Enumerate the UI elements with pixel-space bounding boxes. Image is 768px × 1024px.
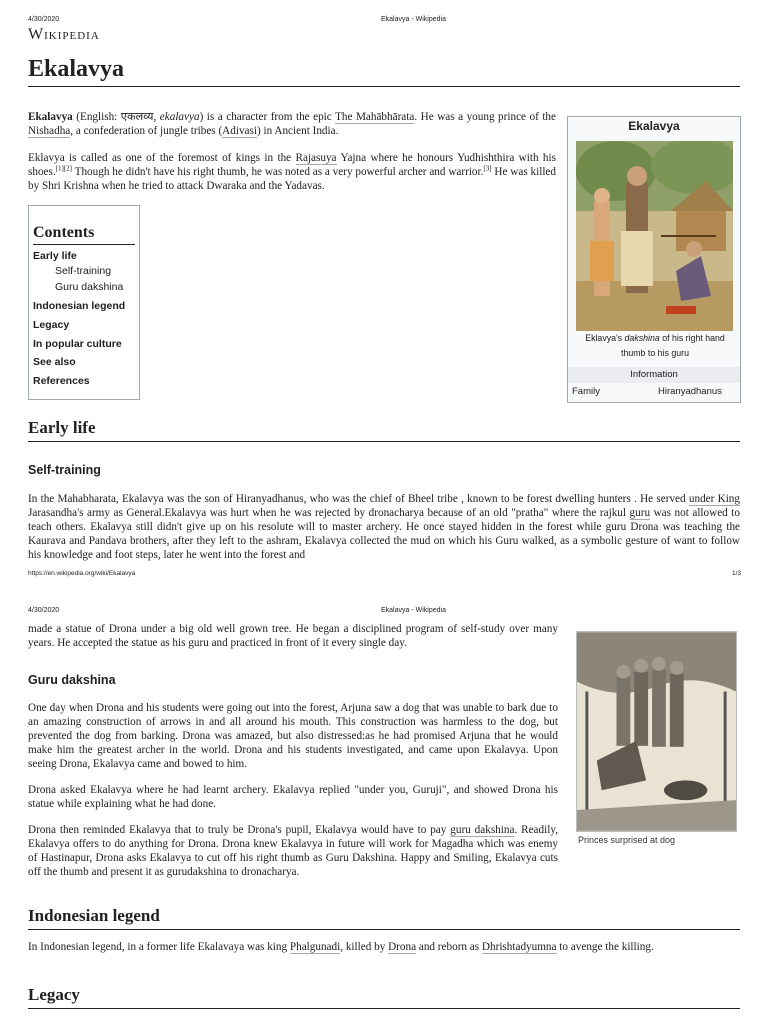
figure-caption: Princes surprised at dog	[578, 835, 676, 845]
toc-item-references[interactable]: References	[33, 375, 90, 388]
intro-paragraph-1: Ekalavya (English: एकलव्य, ekalavya) is a character from the epic The Mahābhārata. He was a young prince of the Nishadha, a confederation of jungle tribes (Adivasi) in Ancient India.	[28, 111, 556, 137]
lead-term: Ekalavya	[28, 111, 73, 123]
heading-early-life: Early life	[28, 418, 96, 437]
family-label: Family	[572, 386, 600, 397]
print-date: 4/30/2020	[28, 16, 60, 23]
link-dhrishtadyumna[interactable]: Dhrishtadyumna	[481, 941, 557, 953]
self-training-paragraph: In the Mahabharata, Ekalavya was the son of Hiranyadhanus, who was the chief of Bheel tribe , known to be forest dwelling hunters . He served under King Jarasandha's army as General.Ekalavya was hurt when he was rejected by dronacharya because of an old "pratha" where the rajkul guru was not allowed to teach others. Ekalavya still didn't give up on his resolute will to master archery. He once stayed hidden in the forest while guru Drona was teaching the Kaurava and Pandava brothers, after they left to the ashram, Ekalavya collected the mud on which his Guru walked, as a symbolic gesture of want to follow his knowledge and foot steps, later he went into the forest and	[28, 493, 740, 561]
intro-paragraph-2: Eklavya is called as one of the foremost of kings in the Rajasuya Yajna where he honours Yudhishthira with his shoes.[1][2] Though he didn't have his right thumb, he was noted as a very powerful archer and warrior.[3] He was killed by Shri Krishna when he tried to attack Dwaraka and the Yadavas.	[28, 152, 556, 192]
guru-paragraph-3: Drona then reminded Ekalavya that to truly be Drona's pupil, Ekalavya would have to pay guru dakshina. Readily, Ekalavya offers to do anything for Drona. Drona knew Ekalavya in future will work for Magadha which was enemy of Hastinapur, Drona asks Ekalavya to cut off his right thumb as Guru Dakshina. Happy and Smiling, Ekalavya cuts off the thumb and present it as gurudakshina to dronacharya.	[28, 824, 558, 878]
heading-self-training: Self-training	[28, 463, 101, 477]
link-adivasi[interactable]: Adivasi	[222, 125, 257, 137]
infobox-title: Ekalavya	[628, 119, 680, 133]
infobox-painting[interactable]	[576, 141, 733, 331]
print-title: Ekalavya - Wikipedia	[381, 16, 446, 23]
footer-page-number: 1/3	[732, 570, 742, 577]
indonesian-legend-paragraph: In Indonesian legend, in a former life Ekalavaya was king Phalgunadi, killed by Drona and reborn as Dhrishtadyumna to avenge the killing.	[28, 941, 654, 953]
title-rule	[28, 86, 740, 87]
link-guru[interactable]: guru	[629, 507, 651, 519]
infobox-caption: Eklavya's dakshina of his right hand thumb to his guru	[585, 333, 725, 358]
family-value[interactable]: Hiranyadhanus	[658, 386, 722, 397]
infobox	[567, 116, 741, 403]
guru-paragraph-1: One day when Drona and his students were going out into the forest, Arjuna saw a dog that was unable to bark due to an amazing construction of arrows in and all around his mouth. This construction was harmless to the dog, but prevented the dog from barking. Drona was amazed, but also distressed:as he had promised Arjuna that he would make him the greatest archer in the world. Drona and his students investigated, and came upon Ekalavya. Upon seeing Drona, Ekalavya came and bowed to him.	[28, 702, 558, 770]
toc-item-indonesian-legend[interactable]: Indonesian legend	[33, 300, 126, 312]
toc-item-legacy[interactable]: Legacy	[33, 318, 70, 331]
princes-surprised-illustration[interactable]	[576, 631, 737, 832]
heading-indonesian-legend: Indonesian legend	[28, 906, 160, 925]
toc-item-guru-dakshina[interactable]: Guru dakshina	[55, 281, 124, 293]
wikipedia-wordmark[interactable]: Wikipedia	[28, 26, 100, 43]
toc-item-popular-culture[interactable]: In popular culture	[33, 337, 122, 350]
link-under-king[interactable]: under King	[688, 493, 740, 505]
guru-paragraph-2: Drona asked Ekalavya where he had learnt archery. Ekalavya replied "under you, Guruji", and showed Drona his statue while explaining what he had done.	[28, 784, 558, 810]
heading-guru-dakshina: Guru dakshina	[28, 673, 116, 687]
legacy-rule	[28, 1008, 740, 1009]
table-of-contents	[28, 205, 140, 400]
continued-paragraph: made a statue of Drona under a big old well grown tree. He began a disciplined program of self-study over many years. He accepted the statue as his guru and practiced in front of it every single day.	[28, 623, 558, 649]
link-nishadha[interactable]: Nishadha	[28, 125, 71, 137]
infobox-information-header: Information	[568, 367, 740, 383]
citation-3[interactable]: [3]	[483, 164, 492, 173]
toc-item-self-training[interactable]: Self-training	[55, 265, 112, 277]
toc-item-see-also[interactable]: See also	[33, 356, 76, 369]
toc-title: Contents	[33, 224, 135, 245]
print-title-2: Ekalavya - Wikipedia	[381, 607, 446, 614]
indonesian-legend-rule	[28, 929, 740, 930]
link-drona[interactable]: Drona	[388, 941, 417, 953]
page-title: Ekalavya	[28, 56, 125, 82]
print-date-2: 4/30/2020	[28, 607, 60, 614]
toc-item-early-life[interactable]: Early life	[33, 250, 77, 262]
link-mahabharata[interactable]: The Mahābhārata	[335, 111, 415, 123]
link-phalgunadi[interactable]: Phalgunadi	[289, 941, 341, 953]
footer-url: https://en.wikipedia.org/wiki/Ekalavya	[28, 570, 136, 577]
citation-1-2[interactable]: [1][2]	[55, 164, 72, 173]
early-life-rule	[28, 441, 740, 442]
link-guru-dakshina[interactable]: guru dakshina	[450, 824, 515, 836]
heading-legacy: Legacy	[28, 985, 80, 1004]
link-rajasuya[interactable]: Rajasuya	[295, 152, 337, 164]
